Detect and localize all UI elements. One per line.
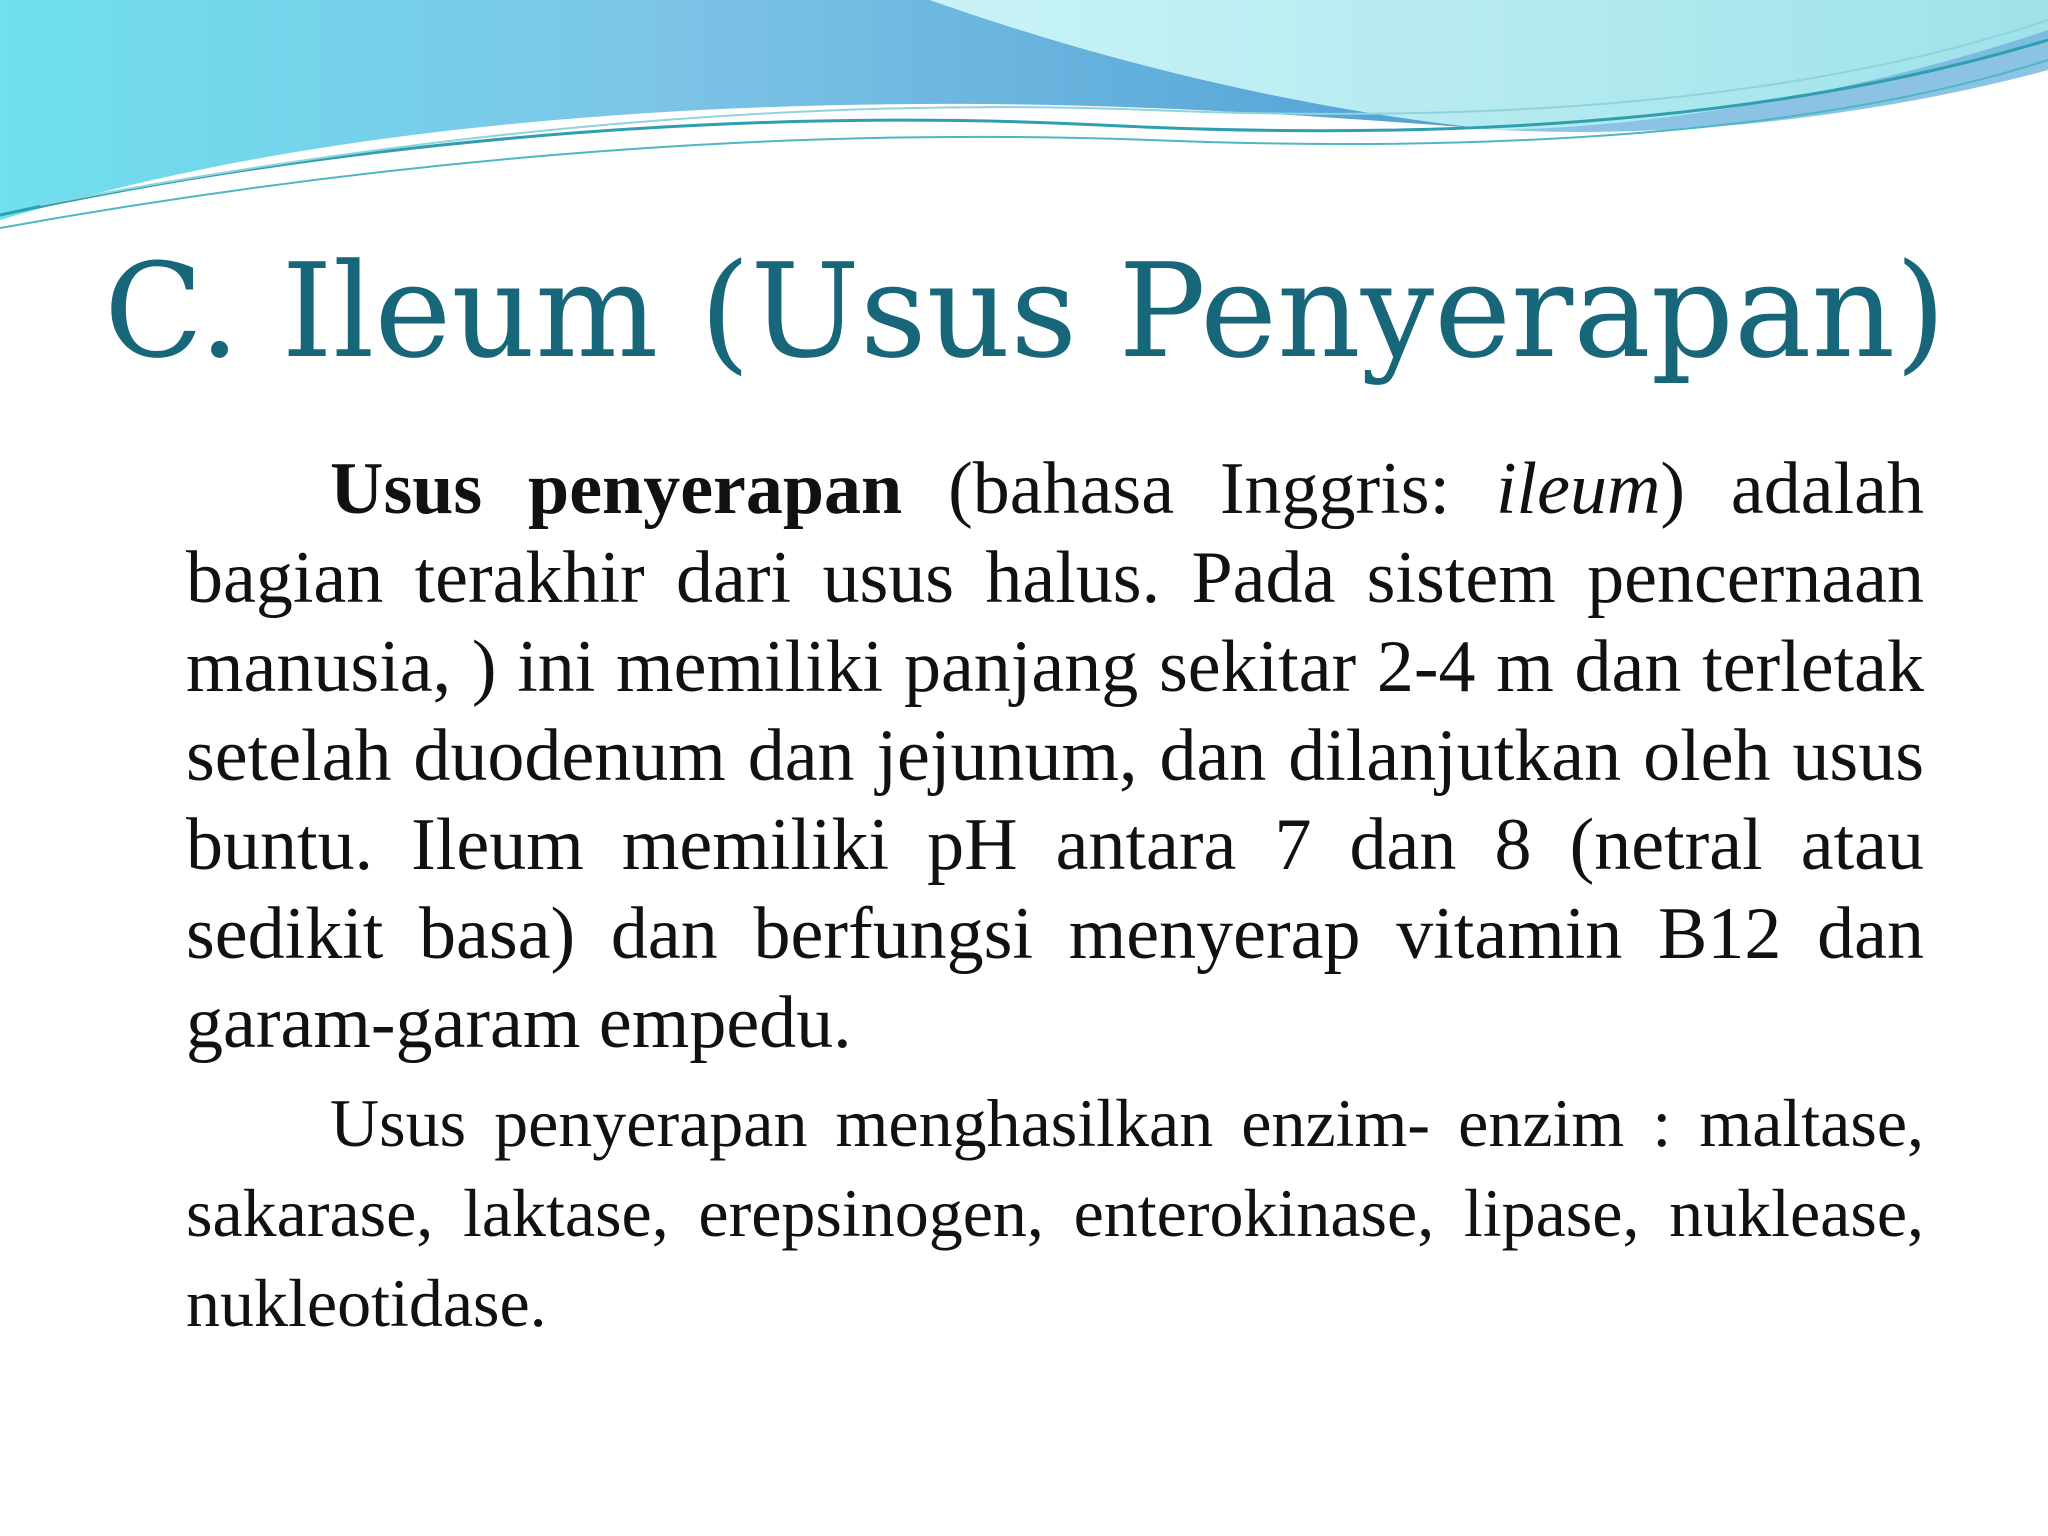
term-usus-penyerapan: Usus penyerapan	[330, 448, 903, 530]
paragraph-ileum-definition	[186, 445, 1924, 1068]
decorative-wave-header	[0, 0, 2048, 240]
paragraph-text-a: (bahasa Inggris:	[902, 448, 1496, 530]
slide-body	[186, 445, 1924, 1348]
paragraph-text-b: ) adalah bagian terakhir dari usus halus. Pada sistem pencernaan manusia, ) ini memiliki panjang sekitar 2-4 m dan terletak setelah duodenum dan jejunum, dan dilanjutkan oleh usus buntu. Ileum memiliki pH antara 7 dan 8 (netral atau sedikit basa) dan berfungsi menyerap vitamin B12 dan garam-garam empedu.	[186, 448, 1924, 1064]
paragraph-enzymes: Usus penyerapan menghasilkan enzim- enzim : maltase, sakarase, laktase, erepsinogen, enterokinase, lipase, nuklease, nukleotidase.	[186, 1085, 1924, 1341]
slide-title: C. Ileum (Usus Penyerapan)	[104, 235, 1946, 387]
term-ileum: ileum	[1495, 448, 1661, 530]
